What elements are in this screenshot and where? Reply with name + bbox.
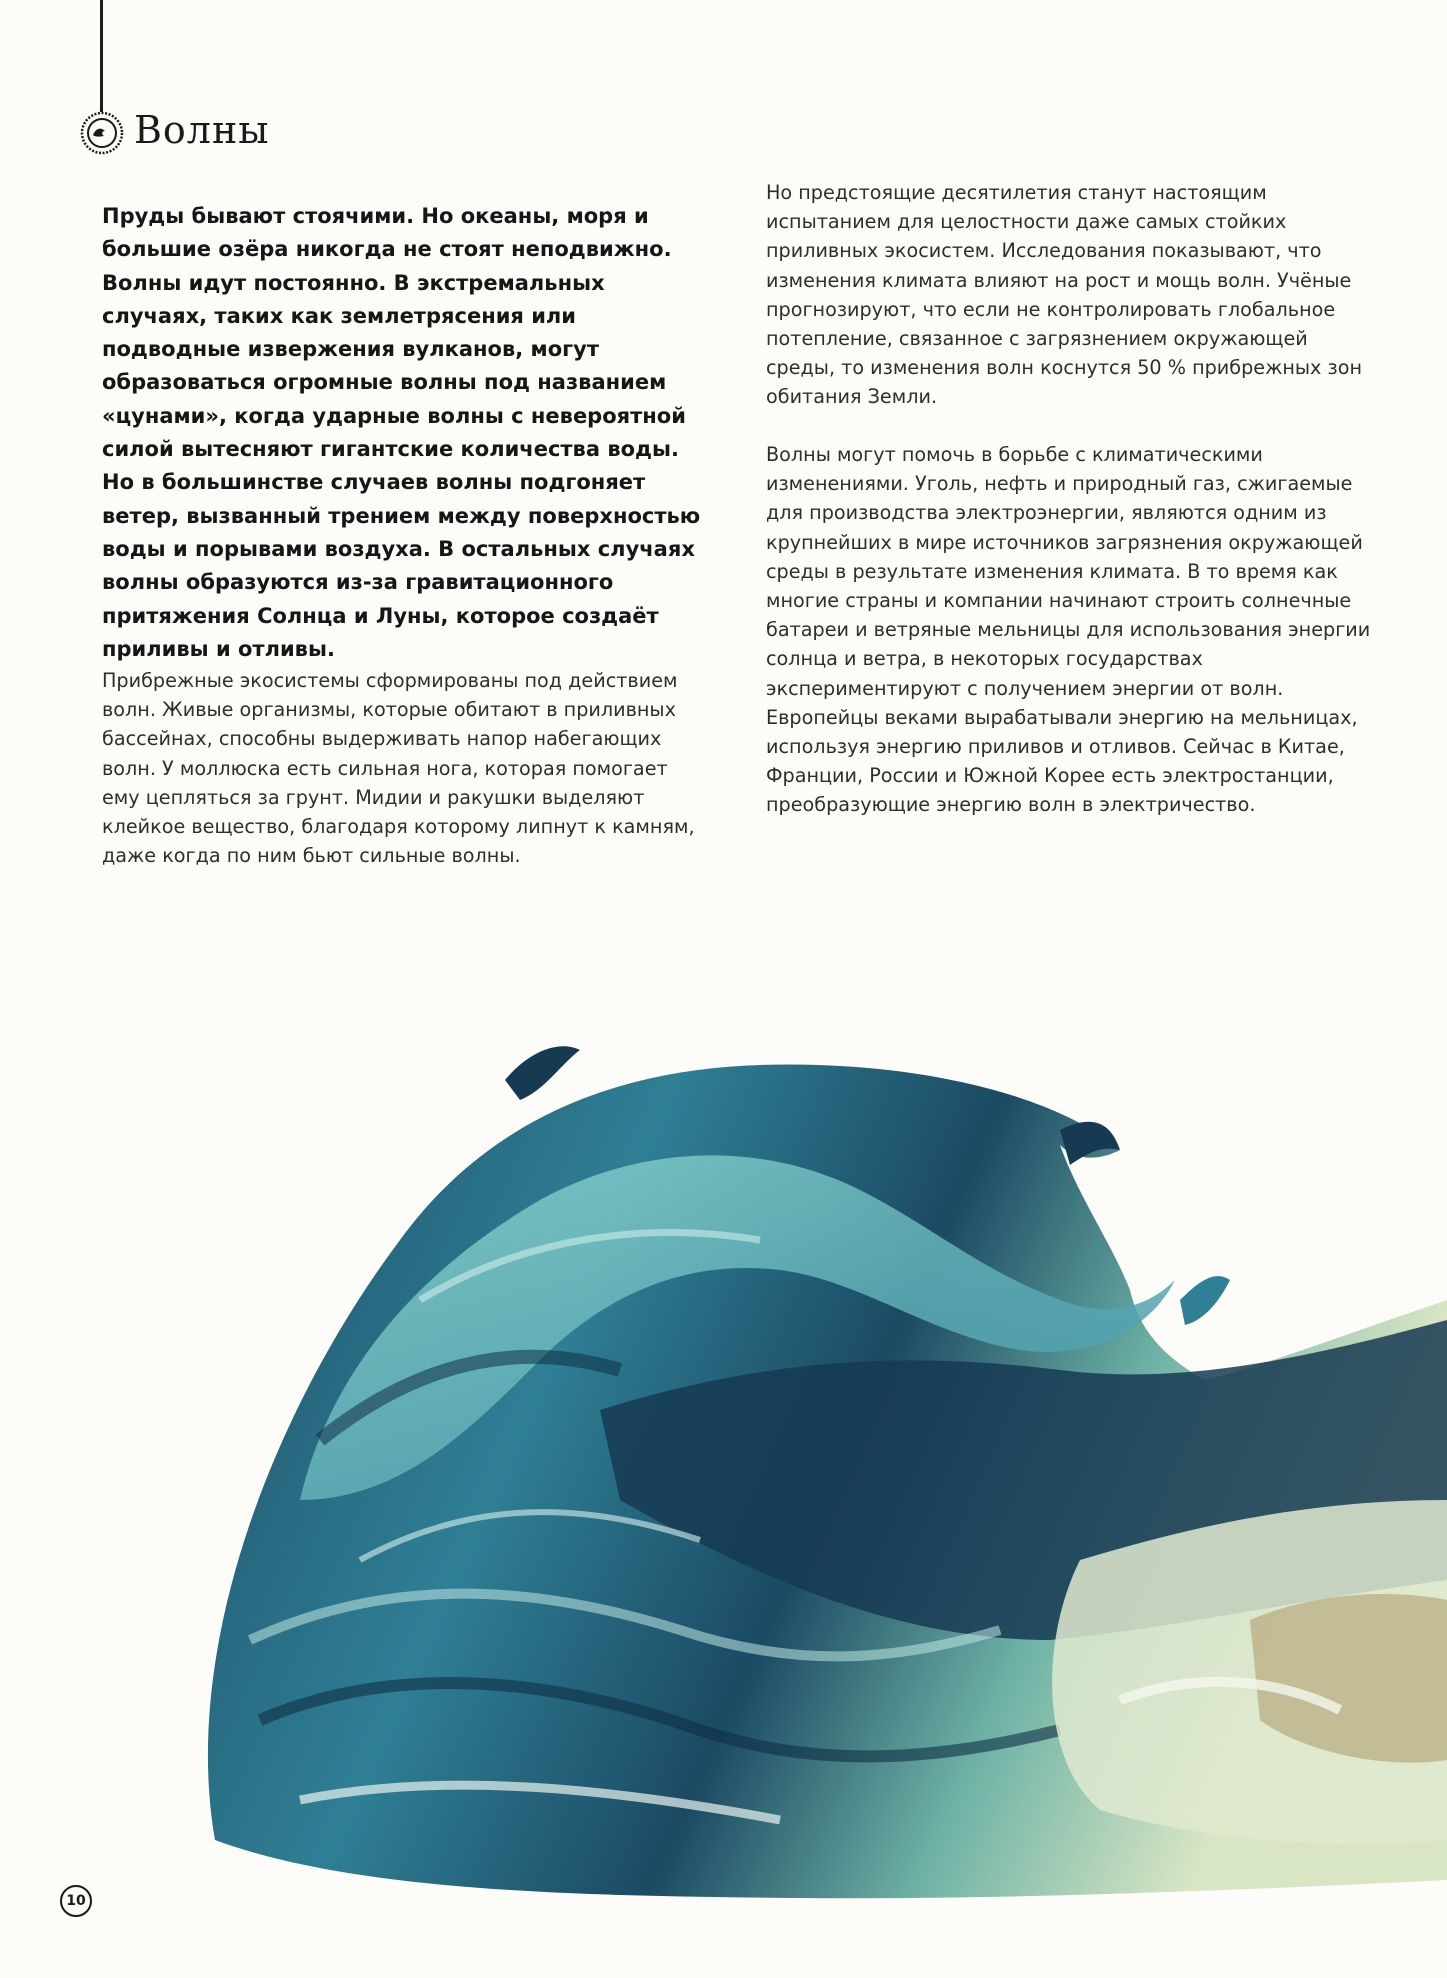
lead-paragraph: Пруды бывают стоячими. Но океаны, моря и большие озёра никогда не стоят неподвижно. Волны идут постоянно. В экстремальных случаях, таких как землетрясения или подводные извержения вулканов, могут образоваться огромные волны под названием «цунами», когда ударные волны с невероятной силой вытесняют гигантские количества воды. Но в большинстве случаев волны подгоняет ветер, вызванный трением между поверхностью воды и порывами воздуха. В остальных случаях волны образуются из-за гравитационного притяжения Солнца и Луны, которое создаёт приливы и отливы. bbox=[102, 204, 701, 661]
hanging-line bbox=[100, 0, 103, 112]
page-title: Волны bbox=[134, 108, 270, 152]
marbled-wave-illustration bbox=[0, 940, 1447, 1940]
climate-paragraph: Но предстоящие десятилетия станут настоящим испытанием для целостности даже самых стойких приливных экосистем. Исследования показывают, что изменения климата влияют на рост и мощь волн. Учёные прогнозируют, что если не контролировать глобальное потепление, связанное с загрязнением окружающей среды, то изменения волн коснутся 50 % прибрежных зон обитания Земли. bbox=[766, 181, 1363, 409]
ecosystems-paragraph: Прибрежные экосистемы сформированы под действием волн. Живые организмы, которые обитают в приливных бассейнах, способны выдерживать напор набегающих волн. У моллюска есть сильная нога, которая помогает ему цепляться за грунт. Мидии и ракушки выделяют клейкое вещество, благодаря которому липнут к камням, даже когда по ним бьют сильные волны. bbox=[102, 669, 695, 868]
page-number: 10 bbox=[60, 1885, 92, 1917]
energy-paragraph: Волны могут помочь в борьбе с климатическими изменениями. Уголь, нефть и природный газ, сжигаемые для производства электроэнергии, являются одним из крупнейших в мире источников загрязнения окружающей среды в результате изменения климата. В то время как многие страны и компании начинают строить солнечные батареи и ветряные мельницы для использования энергии солнца и ветра, в некоторых государствах экспериментируют с получением энергии от волн. Европейцы веками вырабатывали энергию на мельницах, используя энергию приливов и отливов. Сейчас в Китае, Франции, России и Южной Корее есть электростанции, преобразующие энергию волн в электричество. bbox=[766, 443, 1371, 817]
wave-circle-icon bbox=[79, 110, 125, 156]
